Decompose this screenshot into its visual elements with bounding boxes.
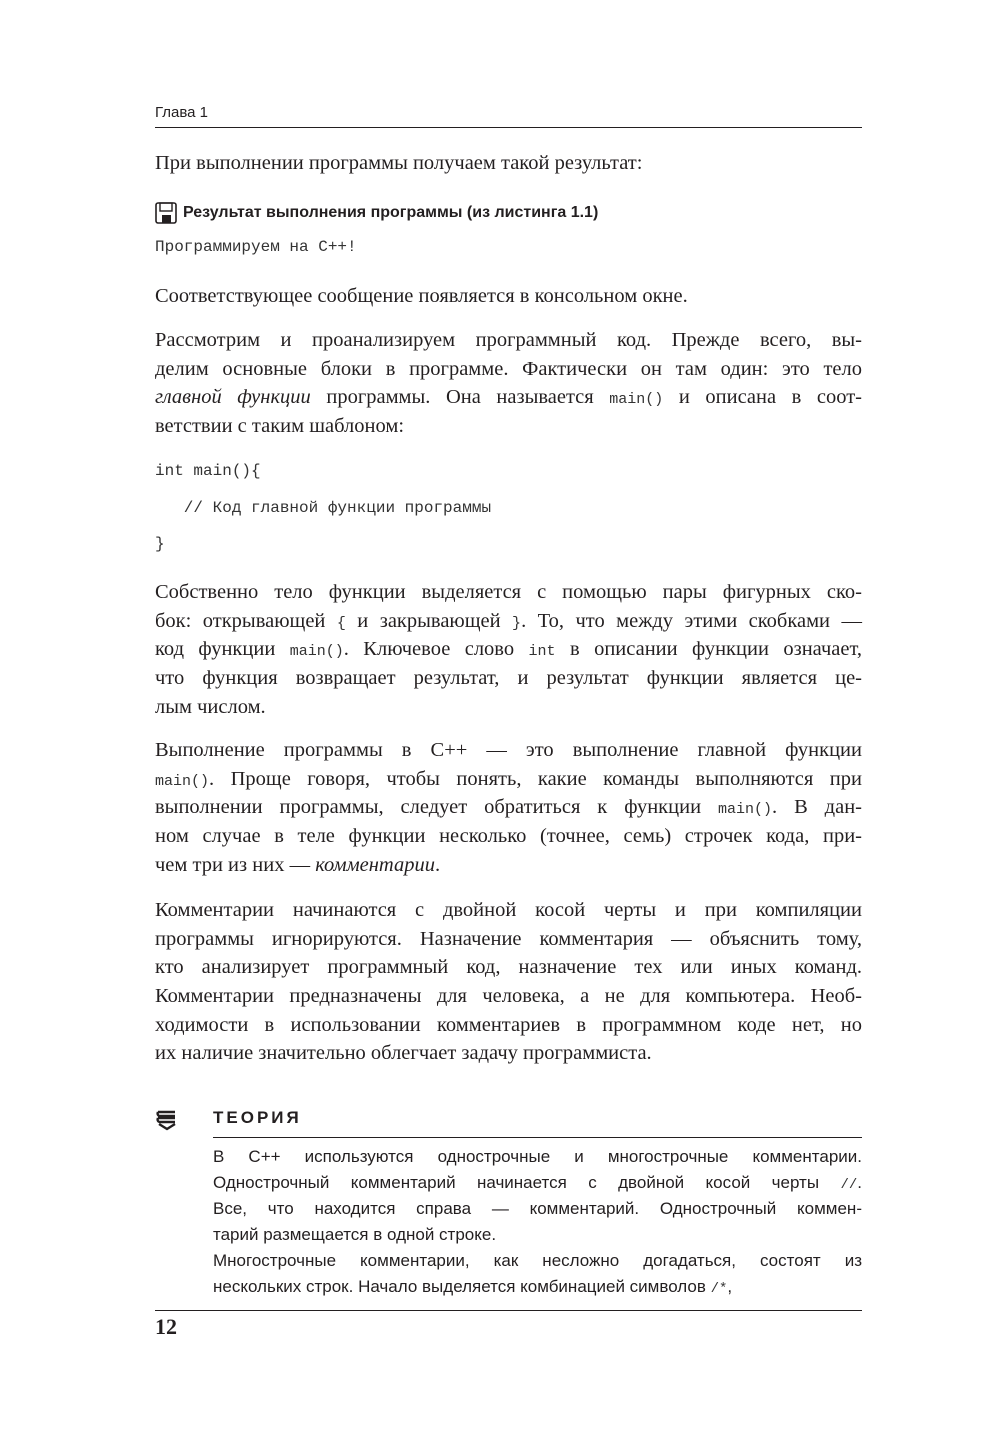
paragraph: [155, 578, 862, 721]
text-run: чем три из них —: [155, 853, 316, 876]
text-run: и описана в соот-: [663, 386, 862, 409]
text-line: [213, 1170, 862, 1196]
theory-title: ТЕОРИЯ: [213, 1108, 302, 1127]
text-line: [213, 1144, 862, 1170]
text-line: [155, 383, 862, 412]
text-run: ветствии с таким шаблоном:: [155, 415, 405, 438]
text-run: .: [434, 853, 441, 876]
text-run: в описании функции означает,: [555, 638, 862, 661]
text-line: [155, 326, 862, 355]
code-line: // Код главной функции программы: [155, 499, 492, 517]
text-run: При выполнении программы получаем такой результат:: [155, 152, 643, 174]
text-line: [155, 896, 862, 925]
text-line: [155, 793, 862, 822]
paragraph: [155, 326, 862, 441]
inline-code: //: [840, 1177, 858, 1193]
text-run: их наличие значительно облегчает задачу программиста.: [155, 1042, 652, 1065]
text-run: ном случае в теле функции несколько (точнее, семь) строчек кода, при-: [155, 825, 862, 848]
text-run: Все, что находится справа — комментарий. Однострочный коммен-: [213, 1199, 862, 1218]
emphasis-text: главной функции: [155, 386, 311, 409]
text-run: кто анализирует программный код, назначение тех или иных команд.: [155, 956, 862, 979]
paragraph: [155, 736, 862, 879]
text-line: [155, 765, 862, 794]
text-run: Рассмотрим и проанализируем программный код. Прежде всего, вы-: [155, 329, 862, 351]
text-run: программы игнорируются. Назначение комментария — объяснить тому,: [155, 927, 862, 950]
footer-rule: [155, 1310, 862, 1311]
paragraph: [155, 896, 862, 1068]
inline-code: main(): [718, 801, 773, 819]
text-line: [155, 693, 862, 722]
inline-code: main(): [155, 772, 210, 790]
text-run: . То, что между этими скобками —: [521, 609, 862, 632]
text-line: [213, 1222, 862, 1248]
theory-text: [213, 1144, 862, 1300]
text-run: тарий размещается в одной строке.: [213, 1225, 497, 1244]
text-line: [155, 851, 862, 880]
text-run: .: [857, 1173, 862, 1192]
inline-code: main(): [289, 643, 344, 661]
inline-code: int: [528, 643, 556, 661]
text-line: [155, 822, 862, 851]
text-run: В C++ используются однострочные и многострочные комментарии.: [213, 1147, 862, 1166]
text-run: программы. Она называется: [310, 386, 610, 409]
listing-title-text: Результат выполнения программы (из листинга 1.1): [183, 204, 599, 221]
paragraph: [155, 282, 862, 311]
program-output: Программируем на C++!: [155, 238, 357, 256]
listing-title: [155, 202, 598, 224]
text-line: [155, 607, 862, 636]
emphasis-text: комментарии: [315, 853, 435, 876]
text-line: [155, 1011, 862, 1040]
text-run: Комментарии предназначены для человека, а не для компьютера. Необ-: [155, 985, 862, 1008]
header-rule: [155, 127, 862, 128]
code-line: }: [155, 535, 165, 553]
text-line: [213, 1196, 862, 1222]
text-run: и закрывающей: [345, 609, 513, 632]
text-line: [155, 355, 862, 384]
inline-code: /*: [710, 1281, 728, 1297]
text-run: Собственно тело функции выделяется с помощью пары фигурных ско-: [155, 581, 862, 603]
floppy-disk-icon: [155, 202, 177, 224]
text-line: [155, 982, 862, 1011]
text-run: Соответствующее сообщение появляется в консольном окне.: [155, 285, 688, 307]
text-run: выполнении программы, следует обратиться к функции: [155, 796, 718, 819]
inline-code: }: [512, 614, 522, 632]
text-line: [155, 635, 862, 664]
running-header: Глава 1: [155, 104, 209, 121]
intro-paragraph: [155, 149, 862, 178]
text-run: лым числом.: [155, 695, 266, 718]
text-line: [155, 664, 862, 693]
text-run: ,: [727, 1277, 733, 1296]
text-line: [155, 282, 862, 311]
text-line: [155, 578, 862, 607]
text-line: [155, 925, 862, 954]
text-run: . В дан-: [772, 796, 863, 819]
inline-code: main(): [609, 391, 664, 409]
text-line: [155, 149, 862, 178]
text-line: [155, 412, 862, 441]
inline-code: {: [336, 614, 346, 632]
text-run: Комментарии начинаются с двойной косой черты и при компиляции: [155, 899, 862, 921]
text-run: делим основные блоки в программе. Фактически он там один: это тело: [155, 357, 862, 380]
text-run: . Проще говоря, чтобы понять, какие команды выполняются при: [209, 767, 862, 790]
code-line: int main(){: [155, 462, 261, 480]
text-run: Однострочный комментарий начинается с двойной косой черты: [213, 1173, 841, 1192]
text-line: [213, 1274, 862, 1300]
text-line: [155, 736, 862, 765]
text-run: код функции: [155, 638, 290, 661]
text-run: Многострочные комментарии, как несложно догадаться, состоят из: [213, 1251, 862, 1270]
text-run: что функция возвращает результат, и результат функции является це-: [155, 667, 862, 690]
text-run: бок: открывающей: [155, 609, 337, 632]
text-line: [155, 1039, 862, 1068]
theory-rule: [213, 1137, 862, 1138]
page-number: 12: [155, 1314, 177, 1339]
text-run: Выполнение программы в C++ — это выполнение главной функции: [155, 739, 862, 761]
books-icon: [155, 1108, 179, 1132]
text-line: [155, 953, 862, 982]
text-run: нескольких строк. Начало выделяется комбинацией символов: [213, 1277, 711, 1296]
text-line: [213, 1248, 862, 1274]
text-run: . Ключевое слово: [343, 638, 529, 661]
text-run: ходимости в использовании комментариев в программном коде нет, но: [155, 1013, 862, 1036]
